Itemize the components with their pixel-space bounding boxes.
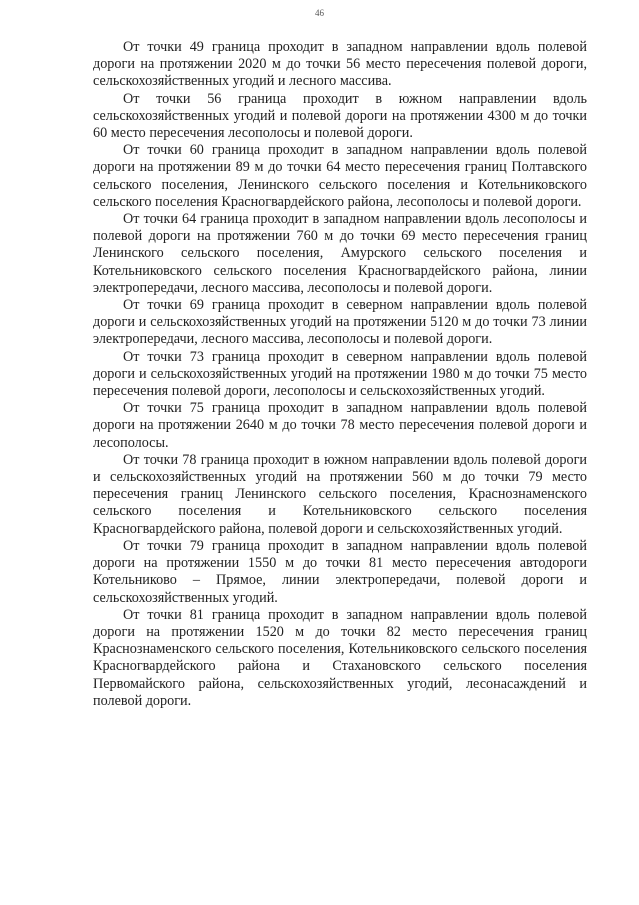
paragraph-point-64: От точки 64 граница проходит в западном направлении вдоль лесополосы и полевой дороги на протяжении 760 м до точки 69 место пересечения границ Ленинского сельского поселения, Амурского сельского поселения и Котельниковского сельского поселения Красногвардейского района, линии электропередачи, лесного массива, лесополосы и полевой дороги. — [93, 211, 587, 296]
paragraph-point-60: От точки 60 граница проходит в западном направлении вдоль полевой дороги на протяжении 89 м до точки 64 место пересечения границ Полтавского сельского поселения, Ленинского сельского поселения и Котельниковского сельского поселения Красногвардейского района, лесополосы и полевой дороги. — [93, 142, 587, 210]
paragraph-point-73: От точки 73 граница проходит в северном направлении вдоль полевой дороги и сельскохозяйственных угодий на протяжении 1980 м до точки 75 место пересечения полевой дороги, лесополосы и сельскохозяйственных угодий. — [93, 348, 587, 400]
paragraph-point-78: От точки 78 граница проходит в южном направлении вдоль полевой дороги и сельскохозяйственных угодий на протяжении 560 м до точки 79 место пересечения границ Ленинского сельского поселения, Краснознаменского сельского поселения и Котельниковского сельского поселения Красногвардейского района, полевой дороги и сельскохозяйственных угодий. — [93, 451, 587, 537]
paragraph-point-49: От точки 49 граница проходит в западном направлении вдоль полевой дороги на протяжении 2020 м до точки 56 место пересечения полевой дороги, сельскохозяйственных угодий и лесного массива. — [93, 39, 587, 90]
page-number: 46 — [315, 8, 324, 18]
paragraph-point-81: От точки 81 граница проходит в западном направлении вдоль полевой дороги на протяжении 1520 м до точки 82 место пересечения границ Краснознаменского сельского поселения, Котельниковского сельского поселения Красногвардейского района и Стахановского сельского поселения Первомайского района, сельскохозяйственных угодий, лесонасаждений и полевой дороги. — [93, 606, 587, 709]
paragraph-point-79: От точки 79 граница проходит в западном направлении вдоль полевой дороги на протяжении 1550 м до точки 81 место пересечения автодороги Котельниково – Прямое, линии электропередачи, полевой дороги и сельскохозяйственных угодий. — [93, 537, 587, 606]
document-body — [93, 39, 587, 710]
paragraph-point-69: От точки 69 граница проходит в северном направлении вдоль полевой дороги и сельскохозяйственных угодий на протяжении 5120 м до точки 73 линии электропередачи, лесного массива, лесополосы и полевой дороги. — [93, 297, 587, 348]
paragraph-point-56: От точки 56 граница проходит в южном направлении вдоль сельскохозяйственных угодий и полевой дороги на протяжении 4300 м до точки 60 место пересечения лесополосы и полевой дороги. — [93, 90, 587, 142]
paragraph-point-75: От точки 75 граница проходит в западном направлении вдоль полевой дороги на протяжении 2640 м до точки 78 место пересечения полевой дороги и лесополосы. — [93, 400, 587, 451]
